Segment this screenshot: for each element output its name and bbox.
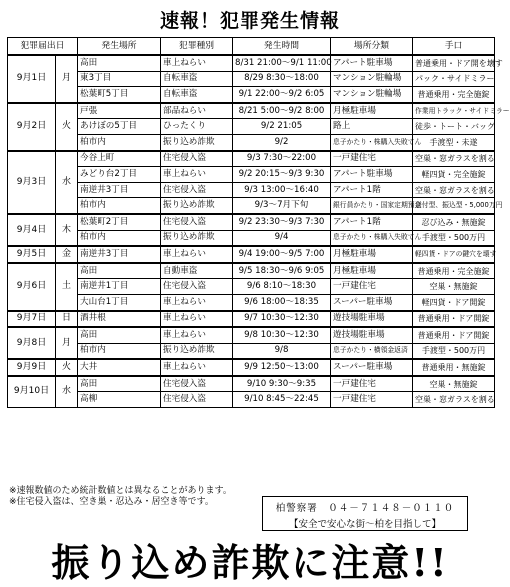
location-cell: 南逆井3丁目 xyxy=(78,246,161,263)
report-date: 9月3日 xyxy=(8,151,56,214)
header-place-category: 場所分類 xyxy=(331,38,413,56)
place-category-cell: 路上 xyxy=(331,119,413,135)
time-cell: 9/6 18:00～18:35 xyxy=(233,294,331,310)
method-cell: 空巣・窓ガラスを割る xyxy=(413,151,495,167)
place-category-cell: 月極駐車場 xyxy=(331,103,413,119)
crime-table xyxy=(7,37,510,408)
method-cell: パック・サイドミラー xyxy=(413,71,495,87)
time-cell: 8/31 21:00～9/1 11:00 xyxy=(233,55,331,71)
time-cell: 9/1 22:00～9/2 6:05 xyxy=(233,87,331,103)
crime-type-cell: 車上ねらい xyxy=(161,327,233,343)
day-of-week: 水 xyxy=(56,376,78,408)
crime-type-cell: 自動車盗 xyxy=(161,263,233,279)
time-cell: 9/2 21:05 xyxy=(233,119,331,135)
day-of-week: 土 xyxy=(56,263,78,311)
footnote-burglary: ※住宅侵入盗は、空き巣・忍込み・居空き等です。 xyxy=(9,497,214,507)
crime-type-cell: 車上ねらい xyxy=(161,294,233,310)
place-category-cell: マンション駐輪場 xyxy=(331,87,413,103)
crime-type-cell: 車上ねらい xyxy=(161,311,233,328)
method-cell: 手渡型・500万円 xyxy=(413,230,495,246)
table-row xyxy=(8,359,495,376)
table-row xyxy=(8,134,495,150)
fraud-warning-banner: 振り込め詐欺に注意!! xyxy=(51,540,449,585)
crime-type-cell: 車上ねらい xyxy=(161,246,233,263)
table-row xyxy=(8,294,495,310)
place-category-cell: アパート1階 xyxy=(331,182,413,198)
method-cell: 軽四貨・完全施錠 xyxy=(413,167,495,183)
place-category-cell: スーパー駐車場 xyxy=(331,359,413,376)
report-date: 9月7日 xyxy=(8,311,56,328)
header-crime-type: 犯罪種別 xyxy=(161,38,233,56)
police-slogan: 【安全で安心な街～柏を目指して】 xyxy=(288,519,441,530)
table-row xyxy=(8,246,495,263)
time-cell: 9/3 7:30～22:00 xyxy=(233,151,331,167)
crime-table-body xyxy=(8,55,510,408)
method-cell: 徒歩・トート・バッグ xyxy=(413,119,495,135)
time-cell: 9/10 9:30～9:35 xyxy=(233,376,331,392)
location-cell: 東3丁目 xyxy=(78,71,161,87)
crime-type-cell: 振り込め詐欺 xyxy=(161,134,233,150)
table-row xyxy=(8,279,495,295)
crime-type-cell: 部品ねらい xyxy=(161,103,233,119)
table-row xyxy=(8,263,495,279)
place-category-cell: 一戸建住宅 xyxy=(331,392,413,408)
time-cell: 9/10 8:45～22:45 xyxy=(233,392,331,408)
location-cell: 高田 xyxy=(78,55,161,71)
method-cell: 忍び込み・無施錠 xyxy=(413,214,495,230)
location-cell: 松葉町5丁目 xyxy=(78,87,161,103)
crime-type-cell: 車上ねらい xyxy=(161,55,233,71)
report-date: 9月1日 xyxy=(8,55,56,103)
location-cell: 高田 xyxy=(78,376,161,392)
crime-type-cell: 住宅侵入盗 xyxy=(161,182,233,198)
page-title: 速報！犯罪発生情報 xyxy=(159,10,340,32)
report-date: 9月8日 xyxy=(8,327,56,359)
report-date: 9月6日 xyxy=(8,263,56,311)
day-of-week: 火 xyxy=(56,103,78,151)
location-cell: 高田 xyxy=(78,327,161,343)
place-category-cell: 遊技場駐車場 xyxy=(331,311,413,328)
time-cell: 9/9 12:50～13:00 xyxy=(233,359,331,376)
time-cell: 9/4 19:00～9/5 7:00 xyxy=(233,246,331,263)
method-cell: 作業用トラック・サイドミラー xyxy=(413,103,495,119)
table-header-row xyxy=(8,38,495,56)
crime-type-cell: 住宅侵入盗 xyxy=(161,392,233,408)
time-cell: 9/5 18:30～9/6 9:05 xyxy=(233,263,331,279)
crime-type-cell: 振り込め詐欺 xyxy=(161,343,233,359)
location-cell: 大井 xyxy=(78,359,161,376)
location-cell: 戸張 xyxy=(78,103,161,119)
day-of-week: 木 xyxy=(56,214,78,246)
time-cell: 8/29 8:30～18:00 xyxy=(233,71,331,87)
day-of-week: 火 xyxy=(56,359,78,376)
place-category-cell: 息子かたり・株購入失敗てん xyxy=(331,134,413,150)
location-cell: 柏市内 xyxy=(78,134,161,150)
crime-type-cell: 車上ねらい xyxy=(161,167,233,183)
day-of-week: 月 xyxy=(56,327,78,359)
table-row xyxy=(8,230,495,246)
police-contact-box xyxy=(262,496,468,531)
table-row xyxy=(8,55,495,71)
crime-type-cell: 自転車盗 xyxy=(161,71,233,87)
place-category-cell: スーパー駐車場 xyxy=(331,294,413,310)
table-row xyxy=(8,71,495,87)
report-date: 9月2日 xyxy=(8,103,56,151)
method-cell: 手渡型・500万円 xyxy=(413,343,495,359)
location-cell: 高田 xyxy=(78,263,161,279)
police-name-phone: 柏警察署 ０４－７１４８－０１１０ xyxy=(275,503,455,514)
place-category-cell: アパート駐車場 xyxy=(331,167,413,183)
report-date: 9月4日 xyxy=(8,214,56,246)
footnote-preliminary: ※速報数値のため統計数値とは異なることがあります。 xyxy=(9,486,232,496)
header-time: 発生時間 xyxy=(233,38,331,56)
place-category-cell: 月極駐車場 xyxy=(331,263,413,279)
location-cell: 柏市内 xyxy=(78,343,161,359)
table-row xyxy=(8,182,495,198)
header-location: 発生場所 xyxy=(78,38,161,56)
table-row xyxy=(8,198,495,214)
crime-type-cell: 振り込め詐欺 xyxy=(161,198,233,214)
time-cell: 9/6 8:10～18:30 xyxy=(233,279,331,295)
table-row xyxy=(8,311,495,328)
time-cell: 9/7 10:30～12:30 xyxy=(233,311,331,328)
report-date: 9月9日 xyxy=(8,359,56,376)
crime-type-cell: 住宅侵入盗 xyxy=(161,214,233,230)
method-cell: 普通乗用・ドア開錠 xyxy=(413,311,495,328)
day-of-week: 月 xyxy=(56,55,78,103)
day-of-week: 日 xyxy=(56,311,78,328)
method-cell: 普通乗用・完全施錠 xyxy=(413,87,495,103)
report-date: 9月5日 xyxy=(8,246,56,263)
method-cell: 送付型、振込型・5,000万円 xyxy=(413,198,495,214)
method-cell: 空巣・窓ガラスを割る xyxy=(413,392,495,408)
crime-type-cell: 車上ねらい xyxy=(161,359,233,376)
crime-type-cell: 住宅侵入盗 xyxy=(161,279,233,295)
time-cell: 9/8 10:30～12:30 xyxy=(233,327,331,343)
day-of-week: 水 xyxy=(56,151,78,214)
time-cell: 9/3 13:00～16:40 xyxy=(233,182,331,198)
table-row xyxy=(8,103,495,119)
crime-type-cell: 自転車盗 xyxy=(161,87,233,103)
table-row xyxy=(8,214,495,230)
place-category-cell: アパート1階 xyxy=(331,214,413,230)
time-cell: 9/3～7月下旬 xyxy=(233,198,331,214)
time-cell: 9/2 20:15～9/3 9:30 xyxy=(233,167,331,183)
location-cell: みどり台2丁目 xyxy=(78,167,161,183)
table-row xyxy=(8,151,495,167)
crime-type-cell: ひったくり xyxy=(161,119,233,135)
place-category-cell: 息子かたり・横領金返済 xyxy=(331,343,413,359)
time-cell: 9/2 xyxy=(233,134,331,150)
time-cell: 9/8 xyxy=(233,343,331,359)
method-cell: 空巣・無施錠 xyxy=(413,376,495,392)
location-cell: 高柳 xyxy=(78,392,161,408)
method-cell: 普通乗用・ドア開錠 xyxy=(413,327,495,343)
time-cell: 8/21 5:00～9/2 8:00 xyxy=(233,103,331,119)
table-row xyxy=(8,376,495,392)
location-cell: 柏市内 xyxy=(78,230,161,246)
table-row xyxy=(8,343,495,359)
place-category-cell: マンション駐輪場 xyxy=(331,71,413,87)
crime-type-cell: 住宅侵入盗 xyxy=(161,151,233,167)
location-cell: 南逆井1丁目 xyxy=(78,279,161,295)
location-cell: 酒井根 xyxy=(78,311,161,328)
method-cell: 普通乗用・ドア開を壊す xyxy=(413,55,495,71)
place-category-cell: 銀行員かたり・国家定期預金 xyxy=(331,198,413,214)
time-cell: 9/2 23:30～9/3 7:30 xyxy=(233,214,331,230)
place-category-cell: 一戸建住宅 xyxy=(331,279,413,295)
table-row xyxy=(8,392,495,408)
location-cell: 南逆井3丁目 xyxy=(78,182,161,198)
table-row xyxy=(8,119,495,135)
table-row xyxy=(8,167,495,183)
header-report-date: 犯罪届出日 xyxy=(8,38,78,56)
report-date: 9月10日 xyxy=(8,376,56,408)
table-row xyxy=(8,87,495,103)
location-cell: あけぼの5丁目 xyxy=(78,119,161,135)
method-cell: 手渡型・未遂 xyxy=(413,134,495,150)
day-of-week: 金 xyxy=(56,246,78,263)
time-cell: 9/4 xyxy=(233,230,331,246)
method-cell: 軽四貨・ドアの鍵穴を壊す xyxy=(413,246,495,263)
method-cell: 普通乗用・完全施錠 xyxy=(413,263,495,279)
place-category-cell: 遊技場駐車場 xyxy=(331,327,413,343)
table-row xyxy=(8,327,495,343)
location-cell: 柏市内 xyxy=(78,198,161,214)
crime-type-cell: 振り込め詐欺 xyxy=(161,230,233,246)
method-cell: 普通乗用・無施錠 xyxy=(413,359,495,376)
place-category-cell: 月極駐車場 xyxy=(331,246,413,263)
crime-type-cell: 住宅侵入盗 xyxy=(161,376,233,392)
location-cell: 今谷上町 xyxy=(78,151,161,167)
place-category-cell: 一戸建住宅 xyxy=(331,151,413,167)
header-method: 手口 xyxy=(413,38,495,56)
place-category-cell: 息子かたり・株購入失敗てん xyxy=(331,230,413,246)
location-cell: 松葉町2丁目 xyxy=(78,214,161,230)
method-cell: 軽四貨・ドア開錠 xyxy=(413,294,495,310)
place-category-cell: アパート駐車場 xyxy=(331,55,413,71)
location-cell: 大山台1丁目 xyxy=(78,294,161,310)
method-cell: 空巣・無施錠 xyxy=(413,279,495,295)
place-category-cell: 一戸建住宅 xyxy=(331,376,413,392)
method-cell: 空巣・窓ガラスを割る xyxy=(413,182,495,198)
